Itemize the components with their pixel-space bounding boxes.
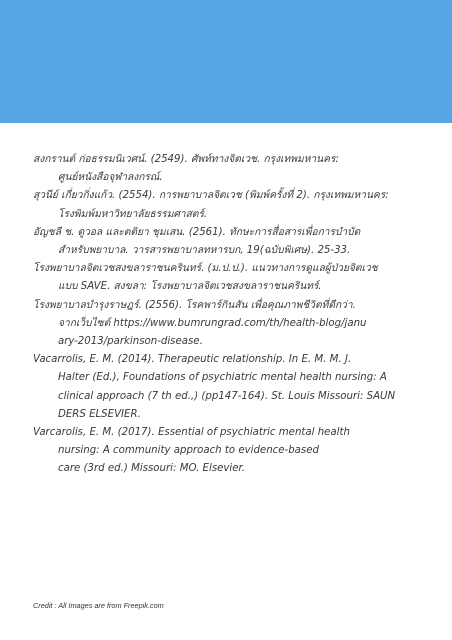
reference-line: Halter (Ed.), Foundations of psychiatric mental health nursing: A: [58, 372, 387, 384]
reference-line: Vacarrolis, E. M. (2014). Therapeutic relationship. In E. M. M. J.: [33, 354, 352, 366]
reference-entry: [33, 224, 428, 260]
reference-line: ary-2013/parkinson-disease.: [58, 336, 203, 348]
reference-line: nursing: A community approach to evidence-based: [58, 445, 319, 457]
image-credit: Credit : All Images are from Freepik.com: [33, 601, 164, 610]
header-color-band: [0, 0, 452, 123]
reference-entry: [33, 260, 428, 296]
reference-line: สงกรานต์ ก่อธรรมนิเวศน์. (2549). ศัพท์ทางจิตเวช. กรุงเทพมหานคร:: [33, 154, 339, 165]
reference-line: ศูนย์หนังสือจุฬาลงกรณ์.: [58, 172, 163, 184]
reference-line: care (3rd ed.) Missouri: MO. Elsevier.: [58, 463, 246, 475]
reference-line: สำหรับพยาบาล. วารสารพยาบาลทหารบก, 19(ฉบับพิเศษ). 25-33.: [58, 245, 351, 257]
reference-entry: [33, 424, 428, 479]
reference-line: จากเว็บไซต์ https://www.bumrungrad.com/th/health-blog/janu: [58, 317, 367, 329]
reference-line: โรงพิมพ์มหาวิทยาลัยธรรมศาสตร์.: [58, 208, 208, 220]
reference-entry: [33, 151, 428, 187]
reference-line: Varcarolis, E. M. (2017). Essential of psychiatric mental health: [33, 427, 350, 439]
reference-line: clinical approach (7 th ed.,) (pp147-164). St. Louis Missouri: SAUN: [58, 390, 396, 402]
reference-line: สุวนีย์ เกี่ยวกิ่งแก้ว. (2554). การพยาบาลจิตเวช (พิมพ์ครั้งที่ 2). กรุงเทพมหานคร:: [33, 190, 389, 202]
reference-line: แบบ SAVE. สงขลา: โรงพยาบาลจิตเวชสงขลาราชนครินทร์.: [58, 281, 322, 293]
reference-entry: [33, 297, 428, 352]
reference-list: [33, 151, 428, 479]
reference-entry: [33, 187, 428, 223]
reference-entry: [33, 351, 428, 424]
reference-line: DERS ELSEVIER.: [58, 408, 141, 420]
reference-line: โรงพยาบาลจิตเวชสงขลาราชนครินทร์. (ม.ป.ป.). แนวทางการดูแลผู้ป่วยจิตเวช: [33, 263, 378, 275]
reference-line: โรงพยาบาลบำรุงราษฎร์. (2556). โรคพาร์กินสัน เพื่อคุณภาพชีวิตที่ดีกว่า.: [33, 299, 356, 311]
reference-line: อัญชลี ช. ดูวอล และตติยา ชุมเสน. (2561). ทักษะการสื่อสารเพื่อการบำบัด: [33, 226, 361, 238]
